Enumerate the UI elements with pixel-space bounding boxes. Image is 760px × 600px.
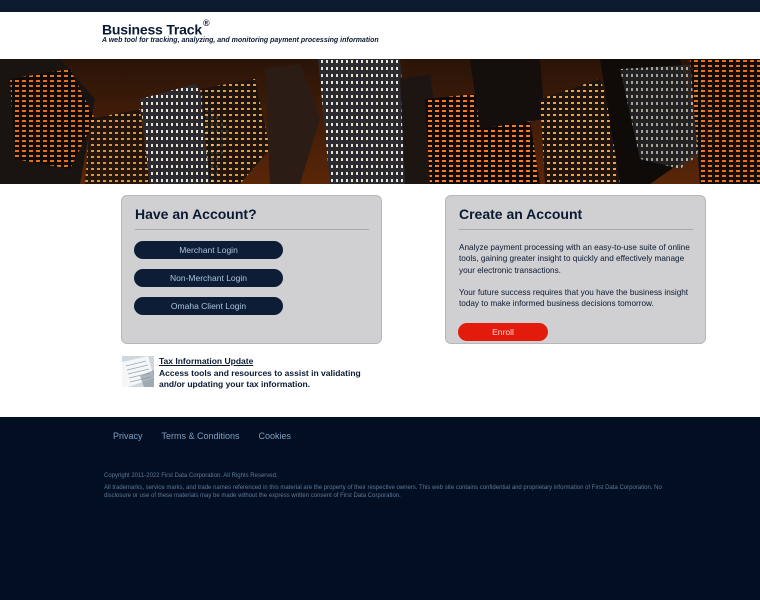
app-title: Business Track [102, 21, 202, 38]
header [0, 12, 760, 59]
omaha-client-login-button[interactable]: Omaha Client Login [134, 297, 283, 315]
login-card-title: Have an Account? [135, 206, 257, 222]
non-merchant-login-button[interactable]: Non-Merchant Login [134, 269, 283, 287]
tax-information-update-link[interactable]: Tax Information Update [159, 356, 254, 366]
merchant-login-button[interactable]: Merchant Login [134, 241, 283, 259]
tax-information-description: Access tools and resources to assist in validating and/or updating your tax information. [159, 368, 361, 389]
enroll-button[interactable]: Enroll [458, 323, 548, 341]
login-card [121, 195, 382, 344]
create-paragraph-2: Your future success requires that you have the business insight today to make informed business decisions tomorrow. [459, 287, 689, 309]
registered-mark: ® [202, 18, 210, 28]
privacy-link[interactable]: Privacy [113, 431, 143, 441]
tax-document-thumbnail[interactable] [122, 356, 154, 387]
divider [135, 229, 369, 230]
cookies-link[interactable]: Cookies [258, 431, 292, 441]
tax-document-icon [122, 356, 154, 387]
create-account-card [445, 195, 706, 344]
app-tagline: A web tool for tracking, analyzing, and monitoring payment processing information [102, 37, 379, 44]
divider [459, 229, 693, 230]
footer [0, 417, 760, 600]
top-strip [0, 0, 760, 12]
hero-banner-image [0, 59, 760, 184]
create-account-description [459, 242, 697, 309]
terms-conditions-link[interactable]: Terms & Conditions [161, 431, 240, 441]
app-logo[interactable] [102, 18, 210, 38]
create-card-title: Create an Account [459, 206, 583, 222]
footer-links [113, 431, 310, 441]
copyright-text: Copyright 2011-2022 First Data Corporation. All Rights Reserved. [104, 473, 278, 479]
city-skyline-image [0, 59, 760, 184]
legal-disclaimer: All trademarks, service marks, and trade names referenced in this material are the property of their respective owners. This web site contains confidential and proprietary information of First Data Corporation. No disclosure or use of these materials may be made without the express written consent of First Data Corporation. [104, 485, 662, 499]
create-paragraph-1: Analyze payment processing with an easy-to-use suite of online tools, gaining greater insight to quickly and effectively manage your electronic transactions. [459, 243, 690, 275]
